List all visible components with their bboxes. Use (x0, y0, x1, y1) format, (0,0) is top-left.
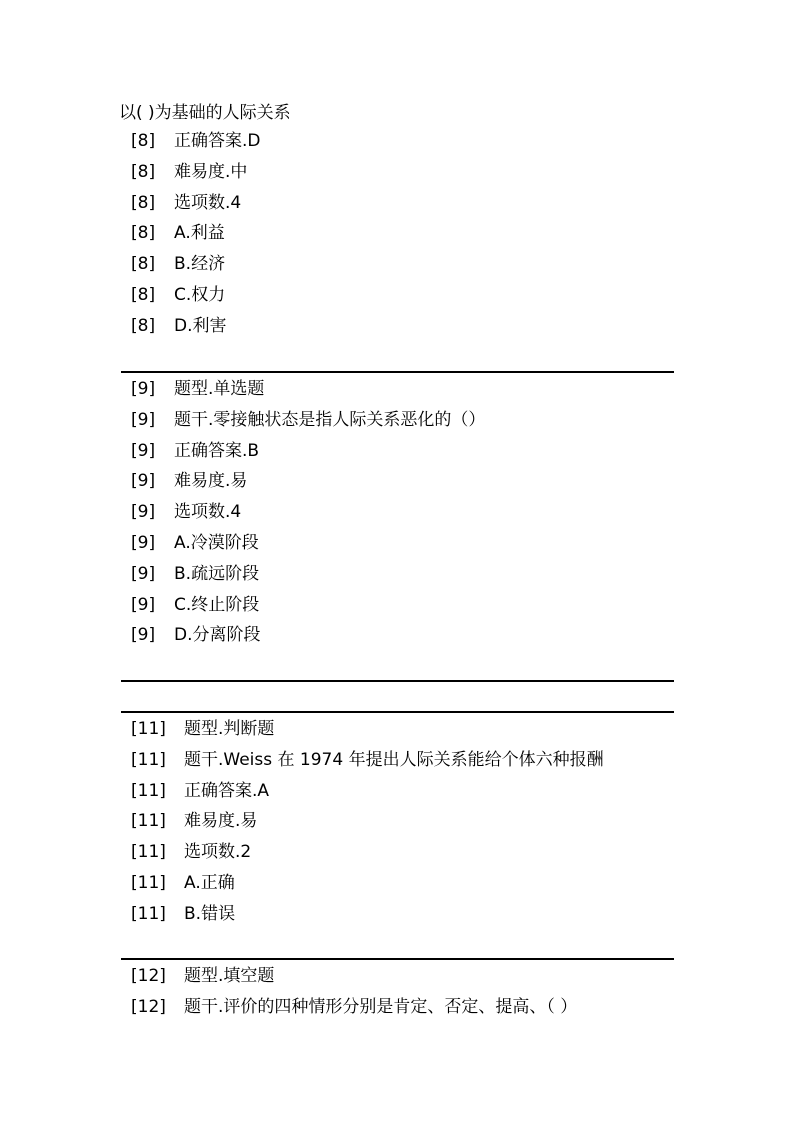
option-count-line (131, 188, 691, 219)
difficulty-line (131, 466, 691, 497)
question-block-8 (131, 126, 691, 342)
question-number: [9] (131, 532, 156, 553)
line-text: 题干.评价的四种情形分别是肯定、否定、提高、（ ） (184, 996, 578, 1017)
question-number: [12] (131, 966, 166, 986)
question-number: [9] (131, 594, 156, 615)
answer-line (131, 776, 691, 807)
line-text: 正确答案.D (174, 131, 261, 151)
question-number: [8] (131, 223, 156, 244)
question-number: [11] (131, 842, 166, 863)
question-number: [9] (131, 409, 156, 430)
option-line (131, 311, 691, 342)
question-number: [8] (131, 284, 156, 305)
line-text: 难易度.中 (174, 161, 248, 182)
question-number: [9] (131, 440, 156, 461)
option-line (131, 620, 691, 651)
line-text: 难易度.易 (174, 471, 248, 492)
line-text: B.错误 (184, 903, 236, 924)
type-line (131, 374, 691, 405)
line-text: A.利益 (174, 223, 225, 244)
question-number: [9] (131, 379, 156, 399)
line-text: 选项数.4 (174, 502, 242, 523)
question-block-11 (131, 714, 691, 930)
line-text: B.经济 (174, 254, 226, 275)
question-number: [8] (131, 192, 156, 213)
line-text: 题型.填空题 (184, 966, 275, 986)
question-number: [11] (131, 903, 166, 924)
difficulty-line (131, 806, 691, 837)
line-text: 题型.单选题 (174, 379, 265, 399)
line-text: 难易度.易 (184, 811, 258, 832)
option-line (131, 899, 691, 930)
option-line (131, 249, 691, 280)
type-line (131, 714, 691, 745)
option-line (131, 280, 691, 311)
question-number: [9] (131, 563, 156, 584)
option-line (131, 559, 691, 590)
line-text: C.权力 (174, 284, 226, 305)
question-number: [9] (131, 625, 156, 646)
question-number: [11] (131, 749, 166, 770)
separator-rule (121, 711, 674, 713)
line-text: D.分离阶段 (174, 625, 261, 646)
question-block-9 (131, 374, 691, 651)
stem-line (131, 405, 691, 436)
option-count-line (131, 497, 691, 528)
line-text: 题干.Weiss 在 1974 年提出人际关系能给个体六种报酬 (184, 749, 604, 770)
option-line (131, 590, 691, 621)
question-number: [8] (131, 161, 156, 182)
difficulty-line (131, 157, 691, 188)
question-stem-continuation: 以( )为基础的人际关系 (119, 103, 291, 123)
answer-line (131, 126, 691, 157)
type-line (131, 961, 691, 992)
line-text: 选项数.2 (184, 842, 252, 863)
question-number: [11] (131, 872, 166, 893)
question-block-12 (131, 961, 691, 1023)
question-number: [11] (131, 811, 166, 832)
line-text: A.冷漠阶段 (174, 532, 259, 553)
line-text: C.终止阶段 (174, 594, 260, 615)
question-number: [11] (131, 719, 166, 739)
line-text: 选项数.4 (174, 192, 242, 213)
answer-line (131, 436, 691, 467)
line-text: A.正确 (184, 872, 235, 893)
separator-rule (121, 371, 674, 373)
question-number: [9] (131, 471, 156, 492)
question-number: [11] (131, 780, 166, 801)
line-text: 正确答案.B (174, 440, 260, 461)
line-text: 题型.判断题 (184, 719, 275, 739)
line-text: B.疏远阶段 (174, 563, 260, 584)
question-number: [8] (131, 315, 156, 336)
question-number: [12] (131, 996, 166, 1017)
line-text: 正确答案.A (184, 780, 270, 801)
option-count-line (131, 837, 691, 868)
question-number: [8] (131, 131, 156, 151)
separator-rule (121, 680, 674, 682)
separator-rule (121, 958, 674, 960)
option-line (131, 528, 691, 559)
option-line (131, 218, 691, 249)
question-number: [9] (131, 502, 156, 523)
line-text: D.利害 (174, 315, 227, 336)
question-number: [8] (131, 254, 156, 275)
stem-line (131, 992, 691, 1023)
stem-line (131, 745, 691, 776)
option-line (131, 868, 691, 899)
line-text: 题干.零接触状态是指人际关系恶化的（） (174, 409, 486, 430)
